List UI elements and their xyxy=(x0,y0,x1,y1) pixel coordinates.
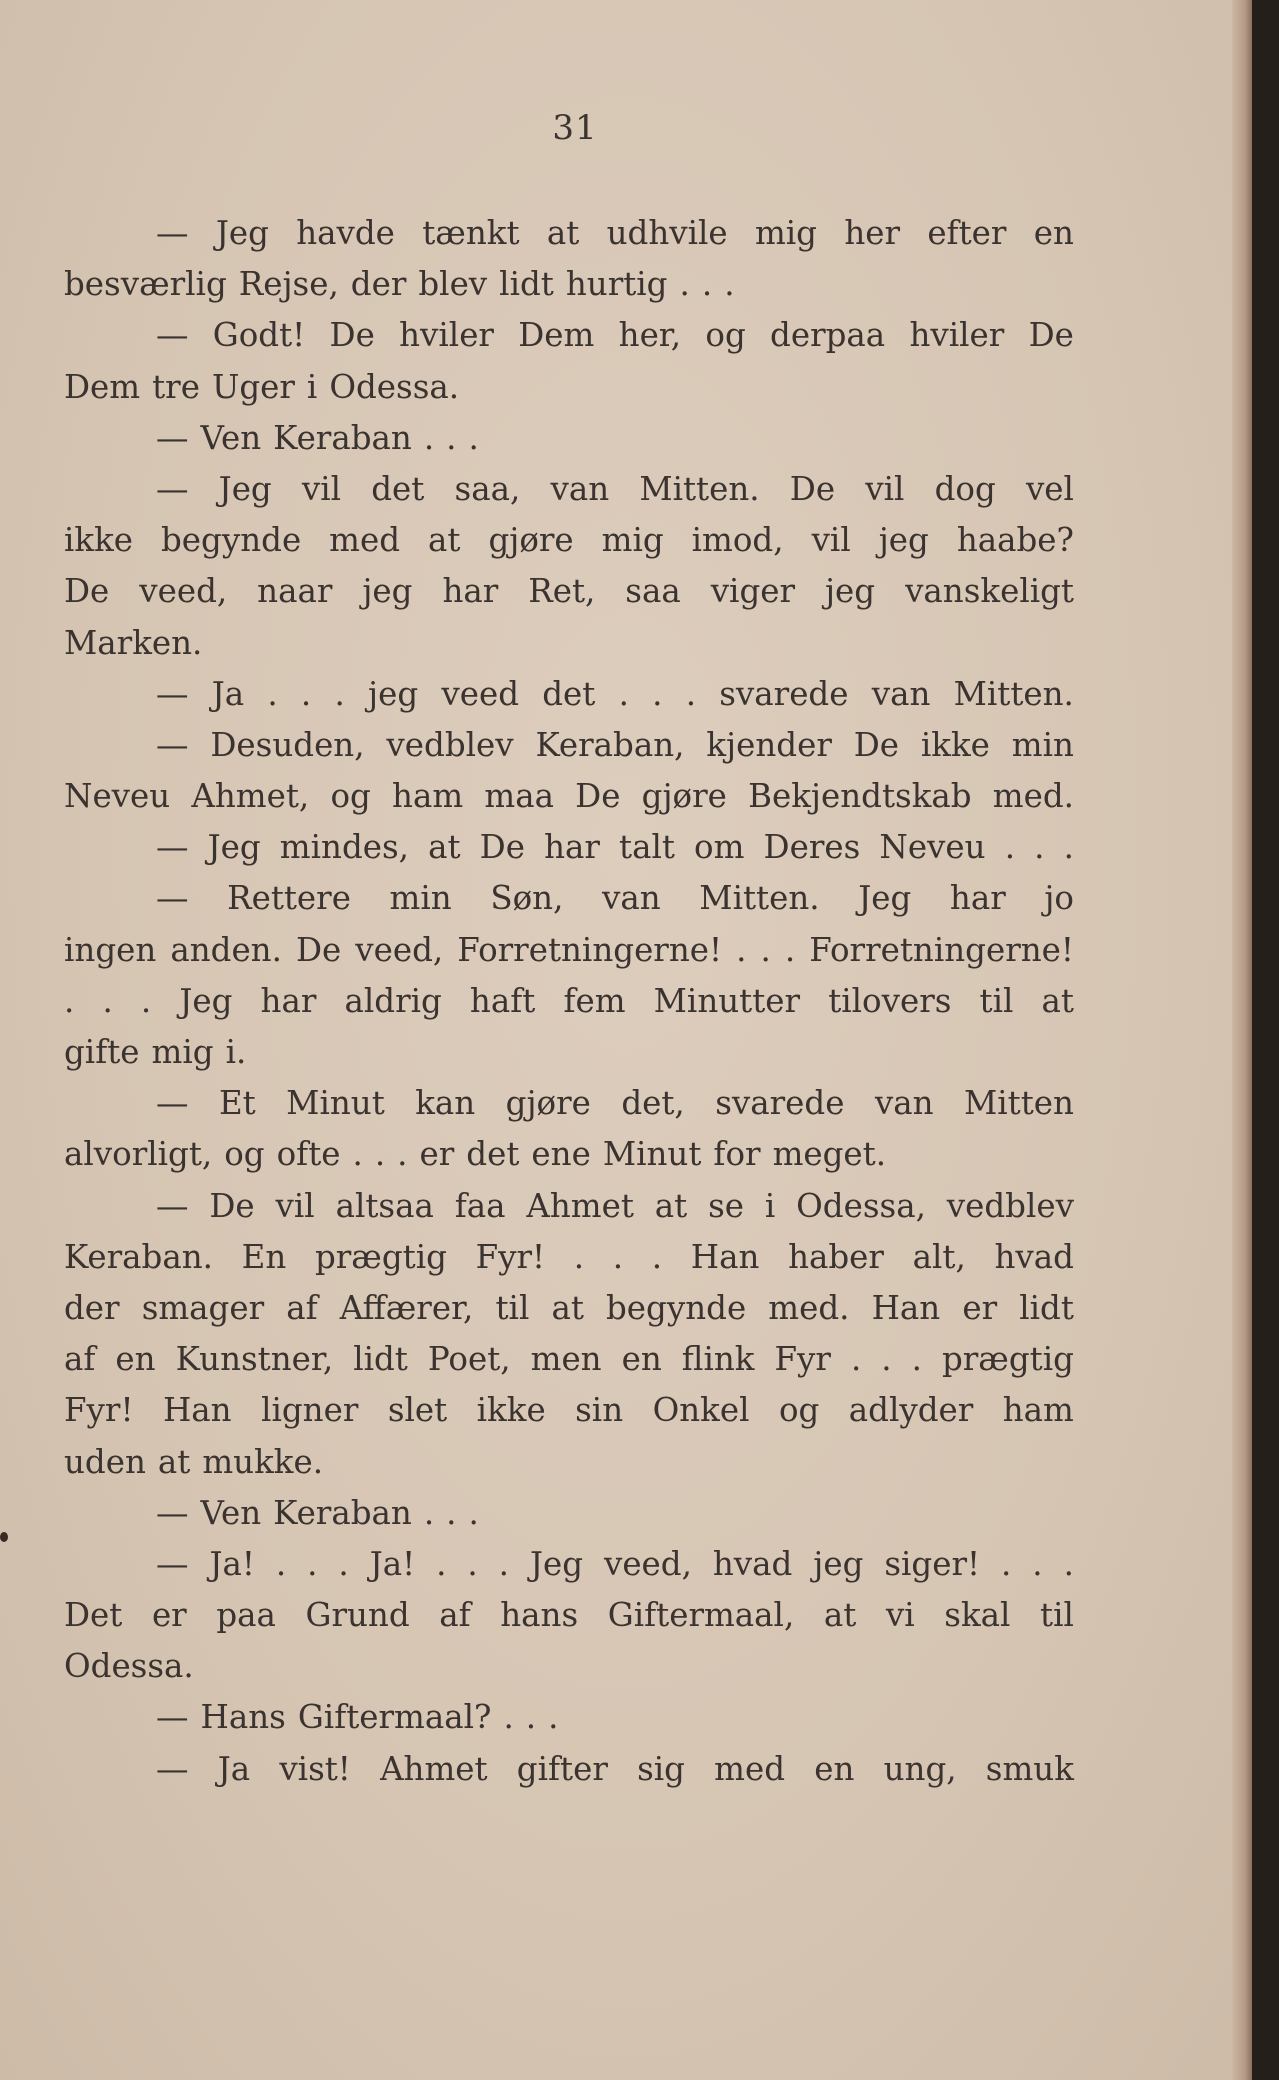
text-line: — Ven Keraban . . . xyxy=(156,1493,479,1532)
body-text xyxy=(64,208,1074,1795)
text-line: Keraban. En prægtig Fyr! . . . Han haber alt, hvad xyxy=(64,1237,1074,1276)
page-number: 31 xyxy=(552,108,598,148)
text-line: Det er paa Grund af hans Giftermaal, at vi skal til xyxy=(64,1596,1074,1635)
text-line: — Jeg vil det saa, van Mitten. De vil dog vel xyxy=(156,469,1074,508)
text-line: — De vil altsaa faa Ahmet at se i Odessa, vedblev xyxy=(156,1186,1074,1225)
text-line: — Ja vist! Ahmet gifter sig med en ung, smuk xyxy=(156,1749,1074,1788)
text-line: — Hans Giftermaal? . . . xyxy=(156,1698,559,1737)
text-line: — Ja . . . jeg veed det . . . svarede van Mitten. xyxy=(156,674,1074,713)
text-line: gifte mig i. xyxy=(64,1033,247,1071)
text-line: — Desuden, vedblev Keraban, kjender De ikke min xyxy=(156,725,1074,764)
text-line: ikke begynde med at gjøre mig imod, vil jeg haabe? xyxy=(64,521,1074,560)
text-line: — Jeg mindes, at De har talt om Deres Neveu . . . xyxy=(156,828,1074,867)
text-line: ingen anden. De veed, Forretningerne! . . . Forretningerne! xyxy=(64,930,1074,969)
text-line: uden at mukke. xyxy=(64,1442,324,1481)
text-line: alvorligt, og ofte . . . er det ene Minut for meget. xyxy=(64,1135,887,1174)
text-line: Dem tre Uger i Odessa. xyxy=(64,367,460,406)
text-line: — Rettere min Søn, van Mitten. Jeg har jo xyxy=(156,879,1074,918)
text-line: Marken. xyxy=(64,623,203,662)
text-line: De veed, naar jeg har Ret, saa viger jeg vanskeligt xyxy=(64,572,1074,611)
text-line: besværlig Rejse, der blev lidt hurtig . . . xyxy=(64,265,735,304)
margin-mark xyxy=(0,1532,8,1542)
book-binding-edge xyxy=(1252,0,1279,2080)
text-line: — Ja! . . . Ja! . . . Jeg veed, hvad jeg siger! . . . xyxy=(156,1544,1074,1583)
text-line: — Godt! De hviler Dem her, og derpaa hviler De xyxy=(156,316,1074,355)
text-line: Fyr! Han ligner slet ikke sin Onkel og adlyder ham xyxy=(64,1391,1074,1430)
text-line: — Et Minut kan gjøre det, svarede van Mitten xyxy=(156,1084,1074,1123)
text-line: . . . Jeg har aldrig haft fem Minutter tilovers til at xyxy=(64,981,1074,1020)
text-line: — Jeg havde tænkt at udhvile mig her efter en xyxy=(156,214,1074,252)
text-line: Odessa. xyxy=(64,1647,194,1686)
text-line: der smager af Affærer, til at begynde med. Han er lidt xyxy=(64,1288,1074,1327)
text-line: — Ven Keraban . . . xyxy=(156,418,479,457)
text-line: Neveu Ahmet, og ham maa De gjøre Bekjendtskab med. xyxy=(64,777,1074,816)
text-line: af en Kunstner, lidt Poet, men en flink Fyr . . . prægtig xyxy=(64,1340,1074,1379)
